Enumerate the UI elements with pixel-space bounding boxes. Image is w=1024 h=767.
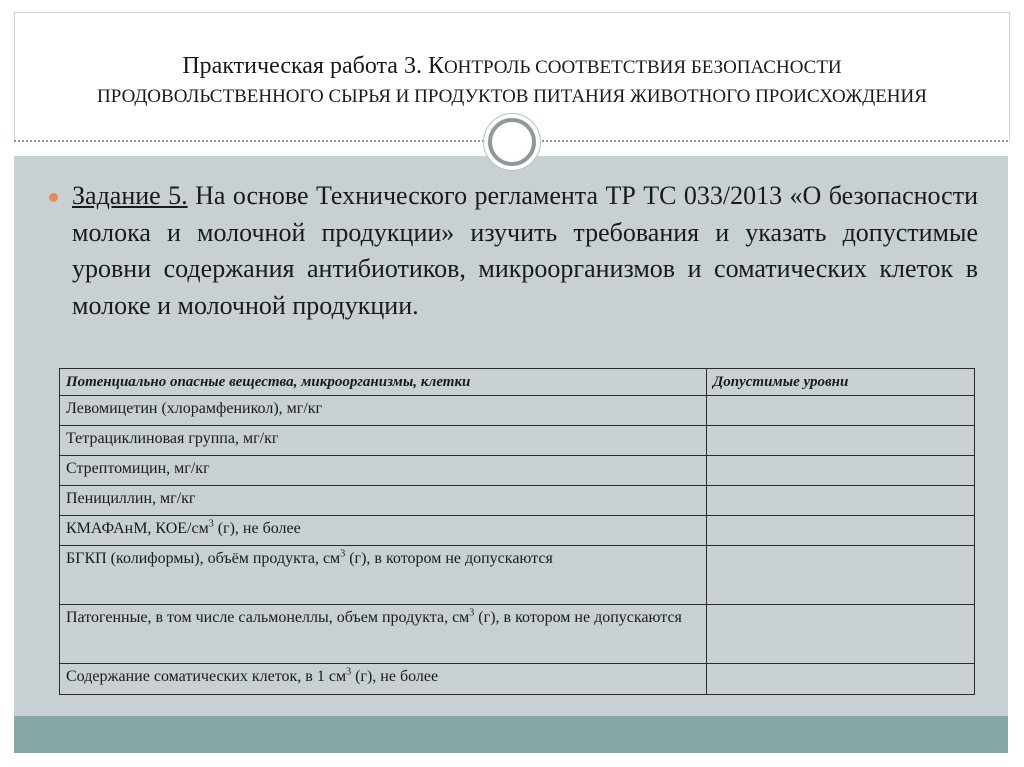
table-header-row — [60, 369, 975, 396]
table-row — [60, 456, 975, 486]
row-level-cell[interactable] — [707, 426, 975, 456]
header-substances: Потенциально опасные вещества, микроорганизмы, клетки — [60, 369, 707, 396]
row-item: Пенициллин, мг/кг — [60, 486, 707, 516]
row-item: Тетрациклиновая группа, мг/кг — [60, 426, 707, 456]
table-row — [60, 486, 975, 516]
task-text: На основе Технического регламента ТР ТС 033/2013 «О безопасности молока и молочной продукции» изучить требования и указать допустимые уровни содержания антибиотиков, микроорганизмов и соматических клеток в молоке и молочной продукции. — [72, 181, 978, 320]
row-item: Стрептомицин, мг/кг — [60, 456, 707, 486]
footer-band — [14, 716, 1008, 753]
title-prefix: Практическая работа 3. К — [182, 53, 444, 79]
table-row — [60, 426, 975, 456]
table-row — [60, 664, 975, 695]
task-label: Задание 5. — [72, 181, 188, 210]
row-level-cell[interactable] — [707, 516, 975, 546]
row-level-cell[interactable] — [707, 664, 975, 695]
row-level-cell[interactable] — [707, 605, 975, 664]
slide-subtitle: ПРОДОВОЛЬСТВЕННОГО СЫРЬЯ И ПРОДУКТОВ ПИТАНИЯ ЖИВОТНОГО ПРОИСХОЖДЕНИЯ — [97, 86, 927, 107]
table-row — [60, 396, 975, 426]
table-row — [60, 546, 975, 605]
row-item: БГКП (колиформы), объём продукта, $см^3$ (г), в котором не допускаются — [60, 546, 707, 605]
table-row — [60, 605, 975, 664]
row-level-cell[interactable] — [707, 546, 975, 605]
row-level-cell[interactable] — [707, 486, 975, 516]
table-row — [60, 516, 975, 546]
row-item: Патогенные, в том числе сальмонеллы, объем продукта, $см^3$ (г), в котором не допускаются — [60, 605, 707, 664]
circle-ornament-icon — [488, 118, 536, 166]
row-item: Содержание соматических клеток, в 1 $см^3$ (г), не более — [60, 664, 707, 695]
row-level-cell[interactable] — [707, 456, 975, 486]
title-rest: ОНТРОЛЬ СООТВЕТСТВИЯ БЕЗОПАСНОСТИ — [443, 57, 842, 78]
slide-title — [15, 53, 1009, 80]
row-item: КМАФАнМ, КОЕ/$см^3$ (г), не более — [60, 516, 707, 546]
requirements-table — [59, 368, 975, 695]
header-levels: Допустимые уровни — [707, 369, 975, 396]
task-paragraph — [72, 178, 978, 324]
row-item: Левомицетин (хлорамфеникол), мг/кг — [60, 396, 707, 426]
bullet-dot-icon — [49, 193, 58, 202]
row-level-cell[interactable] — [707, 396, 975, 426]
